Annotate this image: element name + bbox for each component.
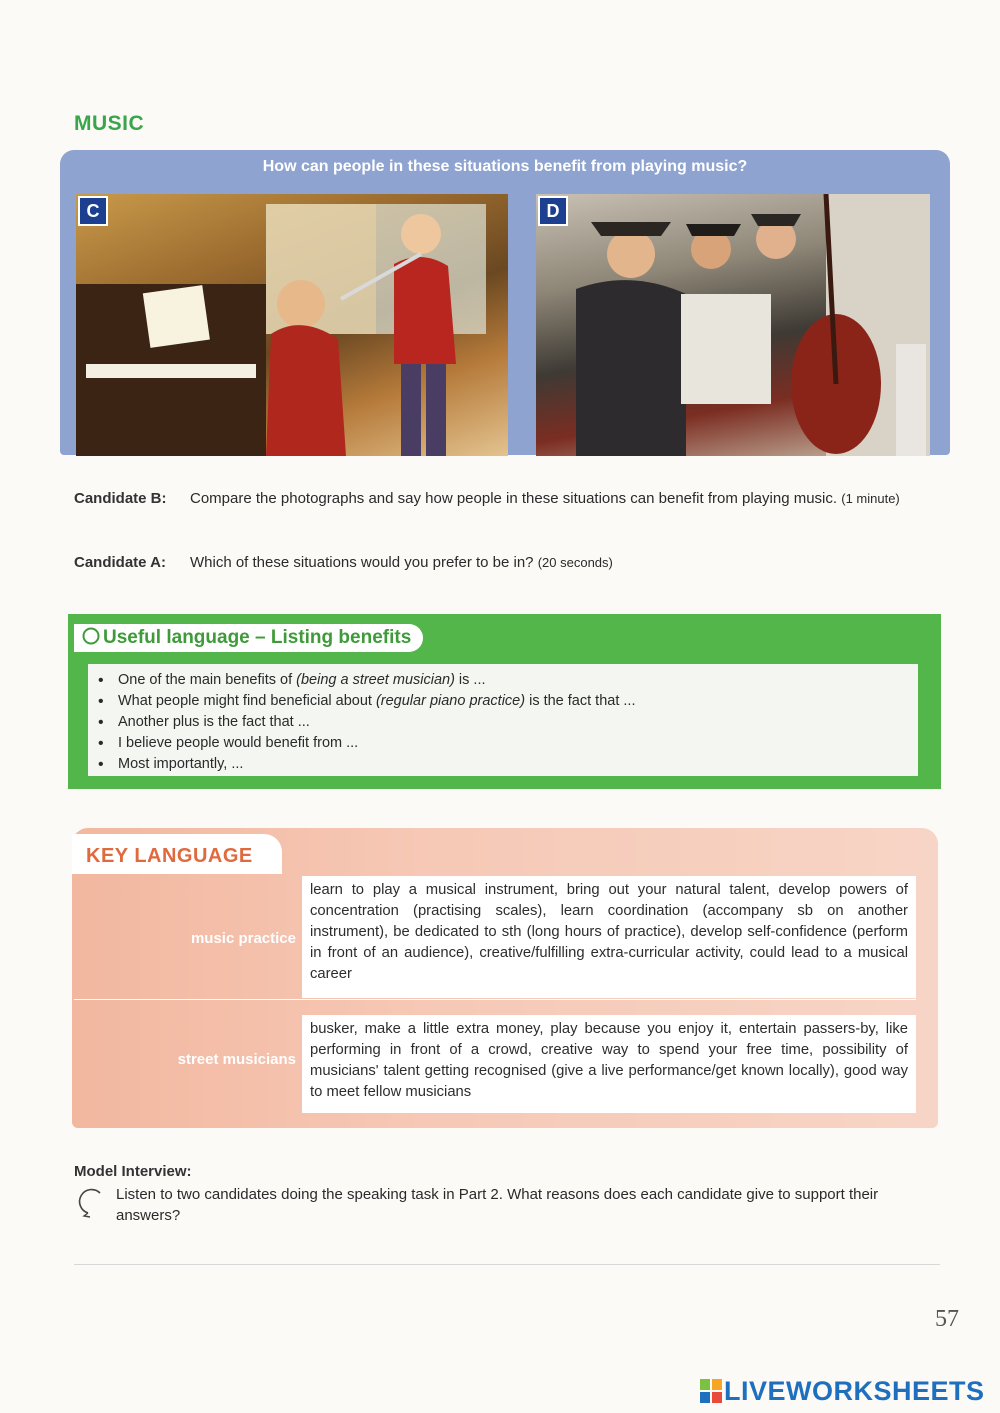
photo-label-d: D xyxy=(538,196,568,226)
list-item: • One of the main benefits of (being a street musician) is ... xyxy=(118,670,918,691)
section-title: MUSIC xyxy=(74,112,145,135)
useful-language-list xyxy=(88,664,918,776)
list-item: • Most importantly, ... xyxy=(118,754,918,775)
key-row-text-music-practice: learn to play a musical instrument, bring out your natural talent, develop powers of concentration (practising scales), learn coordination (accompany sb on another instrument), be dedicated to sth (long hours of practice), develop self-confidence (perform in front of an audience), creative/fulfilling extra-curricular activity, could lead to a musical career xyxy=(302,876,916,998)
candidate-a-instruction xyxy=(74,553,924,573)
candidate-b-instruction xyxy=(74,489,924,509)
candidate-a-text: Which of these situations would you prefer to be in? xyxy=(190,554,534,571)
brand-logo[interactable] xyxy=(700,1376,985,1407)
street-musicians-illustration xyxy=(536,194,930,456)
footer-rule xyxy=(74,1264,940,1265)
model-interview-title: Model Interview: xyxy=(74,1163,192,1180)
audio-listen-icon[interactable] xyxy=(74,1183,108,1221)
candidate-b-label: Candidate B: xyxy=(74,490,167,507)
key-row-label-street-musicians: street musicians xyxy=(177,1051,296,1068)
photo-label-c: C xyxy=(78,196,108,226)
candidate-a-timing: (20 seconds) xyxy=(537,555,613,570)
list-item: • I believe people would benefit from ... xyxy=(118,733,918,754)
list-item: • What people might find beneficial about (regular piano practice) is the fact that ... xyxy=(118,691,918,712)
key-row-divider xyxy=(74,999,916,1000)
list-item: • Another plus is the fact that ... xyxy=(118,712,918,733)
useful-language-title: Useful language – Listing benefits xyxy=(103,627,412,648)
model-interview-text: Listen to two candidates doing the speaking task in Part 2. What reasons does each candidate give to support their answers? xyxy=(116,1186,879,1224)
key-row-label-music-practice: music practice xyxy=(190,930,296,947)
candidate-a-task xyxy=(190,553,613,573)
candidate-a-label: Candidate A: xyxy=(74,554,166,571)
brand-name: LIVEWORKSHEETS xyxy=(724,1376,985,1406)
useful-language-tab xyxy=(74,624,423,652)
candidate-b-timing: (1 minute) xyxy=(841,491,900,506)
photo-d xyxy=(536,194,930,456)
page-number: 57 xyxy=(935,1306,959,1332)
candidate-b-text: Compare the photographs and say how people in these situations can benefit from playing music. xyxy=(190,490,838,507)
photo-question: How can people in these situations benefit from playing music? xyxy=(262,158,748,175)
candidate-b-task xyxy=(190,489,918,509)
photo-c xyxy=(76,194,508,456)
circle-icon xyxy=(82,627,100,645)
key-language-title: KEY LANGUAGE xyxy=(86,845,253,867)
liveworksheets-logo-icon xyxy=(700,1379,722,1403)
children-playing-music-illustration xyxy=(76,194,508,456)
key-row-text-street-musicians: busker, make a little extra money, play because you enjoy it, entertain passers-by, like performing in front of a crowd, creative way to spend your free time, possibility of musicians' talent getting recognised (give a live performance/get known locally), good way to meet fellow musicians xyxy=(302,1015,916,1113)
